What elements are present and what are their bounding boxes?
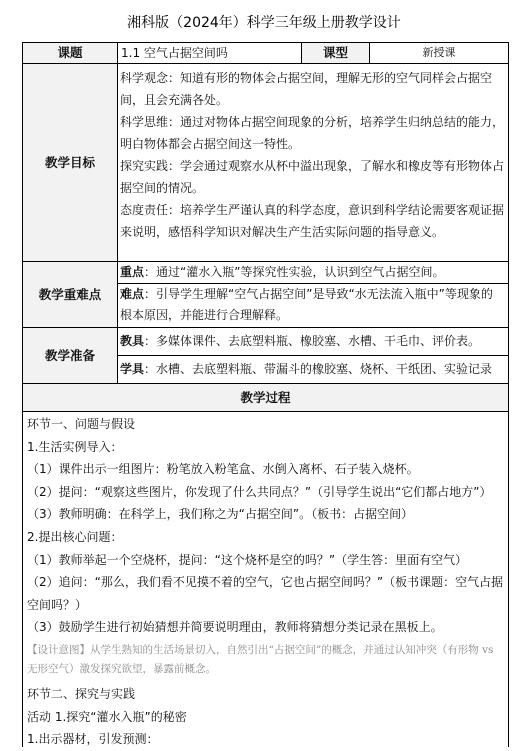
process-line: 1.出示器材，引发预测： — [27, 732, 159, 747]
teacher-tools — [118, 328, 508, 355]
process-line: 1.生活实例导入： — [27, 439, 123, 454]
process-line: 环节二、探究与实践 — [27, 686, 136, 701]
design-intent-note: 【设计意图】从学生熟知的生活场景切入，自然引出“占据空间”的概念，并通过认知冲突（有形物 vs 无形空气）激发探究欲望，暴露前概念。 — [27, 643, 494, 675]
topic-label: 课题 — [23, 43, 117, 63]
focus-label: 重点 — [120, 265, 145, 279]
student-tools-label: 学具 — [120, 362, 145, 376]
process-line: （2）提问：“观察这些图片，你发现了什么共同点？”（引导学生说出“它们都占地方”） — [27, 484, 492, 499]
process-line: （1）课件出示一组图片：粉笔放入粉笔盒、水倒入离杯、石子装入烧杯。 — [27, 462, 419, 477]
goals-list — [118, 67, 508, 243]
type-value: 新授课 — [422, 46, 456, 59]
lesson-plan-table — [22, 42, 509, 747]
process-line: 活动 1.探究“灌水入瓶”的秘密 — [27, 709, 187, 724]
goal-item: 科学观念：知道有形的物体会占据空间，理解无形的空气同样会占据空间，且会充满各处。 — [120, 71, 493, 107]
teacher-tools-label: 教具 — [120, 334, 145, 348]
goals-label: 教学目标 — [23, 64, 117, 261]
difficulty-content: ：引导学生理解“空气占据空间”是导致“水无法流入瓶中”等现象的根本原因，并能进行合理解释。 — [120, 287, 493, 322]
topic-value: 1.1 空气占据空间吗 — [121, 46, 228, 60]
process-line: （3）鼓励学生进行初始猜想并简要说明理由，教师将猜想分类记录在黑板上。 — [27, 620, 443, 635]
process-line: （1）教师举起一个空烧杯，提问：“这个烧杯是空的吗？”（学生答：里面有空气） — [27, 552, 468, 567]
focus-text — [118, 262, 508, 283]
process-body — [23, 413, 508, 751]
process-line: 2.提出核心问题： — [27, 529, 123, 544]
student-tools — [118, 356, 508, 383]
goal-item: 科学思维：通过对物体占据空间现象的分析，培养学生归纳总结的能力，明白物体都会占据空间这一特性。 — [120, 115, 505, 151]
process-line: 环节一、问题与假设 — [27, 417, 136, 431]
row-divider — [23, 411, 508, 412]
focus-content: ：通过“灌水入瓶”等探究性实验，认识到空气占据空间。 — [144, 265, 445, 279]
document-title: 湘科版（2024年）科学三年级上册教学设计 — [127, 15, 401, 31]
type-label: 课型 — [302, 43, 369, 63]
goal-item: 探究实践：学会通过观察水从杯中溢出现象，了解水和橡皮等有形物体占据空间的情况。 — [120, 159, 505, 195]
difficulty-text — [118, 284, 508, 327]
goal-item: 态度责任：培养学生严谨认真的科学态度，意识到科学结论需要客观证据来说明，感悟科学知识对解决生产生活实际问题的指导意义。 — [120, 203, 505, 239]
keypoints-label: 教学重难点 — [23, 262, 117, 327]
difficulty-label: 难点 — [120, 287, 145, 301]
student-tools-content: ：水槽、去底塑料瓶、带漏斗的橡胶塞、烧杯、干纸团、实验记录 — [144, 362, 493, 376]
process-label: 教学过程 — [23, 384, 508, 411]
process-line: （3）教师明确：在科学上，我们称之为“占据空间”。（板书：占据空间） — [27, 507, 414, 522]
teacher-tools-content: ：多媒体课件、去底塑料瓶、橡胶塞、水槽、干毛巾、评价表。 — [144, 334, 481, 348]
prep-label: 教学准备 — [23, 328, 117, 383]
process-line: （2）追问：“那么，我们看不见摸不着的空气，它也占据空间吗？”（板书课题：空气占据空间吗？） — [27, 575, 504, 612]
